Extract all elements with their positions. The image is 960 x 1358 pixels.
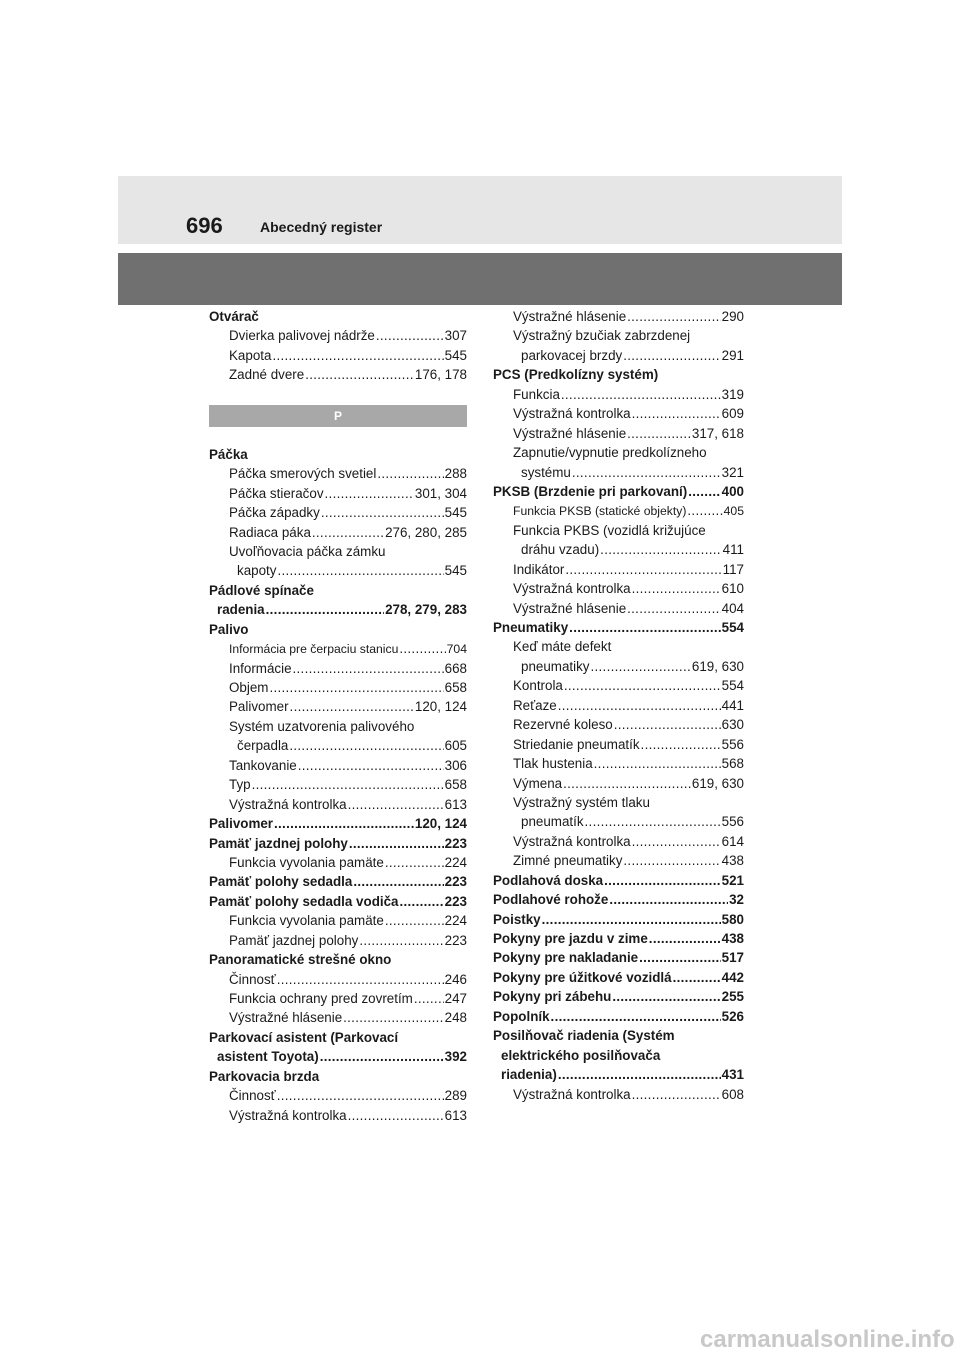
- index-entry-text: Výmena: [513, 775, 563, 791]
- index-page-ref: 317, 618: [691, 425, 744, 441]
- index-subentry: [209, 346, 467, 365]
- index-entry-text: Dvierka palivovej nádrže: [229, 328, 375, 344]
- header-band: [118, 176, 842, 244]
- index-entry-text: Objem: [229, 680, 269, 695]
- index-entry: [493, 987, 744, 1006]
- index-page-ref: 545: [444, 563, 467, 579]
- index-entry: [209, 814, 467, 833]
- index-subentry: [493, 521, 744, 540]
- index-subentry: [493, 540, 744, 559]
- index-entry-text: Parkovací asistent (Parkovací: [209, 1029, 399, 1045]
- index-entry-text: Páčka smerových svetiel: [229, 466, 377, 482]
- index-entry-text: Pamäť polohy sedadla: [209, 874, 353, 890]
- index-subentry: [209, 639, 467, 658]
- index-page-ref: 307: [444, 328, 467, 344]
- index-entry: [493, 618, 744, 637]
- index-entry-text: riadenia): [501, 1067, 557, 1083]
- index-entry-text: Zimné pneumatiky: [513, 853, 623, 869]
- index-entry: [493, 1046, 744, 1065]
- index-entry-text: Páčka: [209, 446, 248, 462]
- index-subentry: [209, 464, 467, 483]
- index-entry-text: Funkcia PKBS (vozidlá križujúce: [513, 522, 706, 538]
- index-subentry: [209, 931, 467, 950]
- index-page-ref: 554: [721, 620, 744, 635]
- index-entry-text: pneumatiky: [521, 658, 590, 674]
- index-page-ref: 614: [721, 833, 744, 849]
- index-subentry: [493, 812, 744, 831]
- dot-leader: [320, 1047, 444, 1066]
- dot-leader: [353, 872, 443, 891]
- index-entry-text: Výstražná kontrolka: [513, 833, 631, 849]
- index-entry-text: Pokyny pri zábehu: [493, 989, 612, 1005]
- section-title: Abecedný register: [260, 219, 383, 235]
- dot-leader: [639, 948, 721, 967]
- index-page-ref: 255: [721, 989, 744, 1005]
- index-entry: [493, 1065, 744, 1084]
- index-subentry: [209, 911, 467, 930]
- index-page-ref: 117: [722, 561, 744, 577]
- index-page-ref: 291: [721, 347, 744, 363]
- index-subentry: [493, 715, 744, 734]
- index-subentry: [493, 385, 744, 404]
- dot-leader: [298, 756, 444, 775]
- index-entry: [209, 1047, 467, 1066]
- index-entry-text: Indikátor: [513, 561, 565, 577]
- dot-leader: [649, 929, 721, 948]
- index-page-ref: 438: [721, 931, 744, 946]
- dot-leader: [305, 365, 414, 384]
- index-entry-text: Palivomer: [229, 699, 289, 715]
- dot-leader: [274, 814, 414, 833]
- index-subentry: [209, 1008, 467, 1027]
- index-entry-text: Radiaca páka: [229, 524, 311, 540]
- dot-leader: [348, 795, 444, 814]
- dot-leader: [414, 989, 444, 1008]
- index-subentry: [493, 754, 744, 773]
- index-subentry: [209, 1086, 467, 1105]
- index-page-ref: 404: [721, 600, 744, 616]
- dot-leader: [321, 503, 444, 522]
- index-subentry: [209, 717, 467, 736]
- index-subentry: [209, 365, 467, 384]
- index-page-ref: 619, 630: [691, 775, 744, 791]
- index-entry-text: systému: [521, 464, 571, 480]
- index-subentry: [209, 503, 467, 522]
- index-subentry: [493, 346, 744, 365]
- dot-leader: [604, 871, 721, 890]
- index-entry-text: Reťaze: [513, 697, 557, 713]
- index-entry: [209, 892, 467, 911]
- dot-leader: [252, 775, 444, 794]
- dot-leader: [376, 326, 444, 345]
- index-entry-text: Funkcia vyvolania pamäte: [229, 913, 384, 929]
- dot-leader: [600, 540, 721, 559]
- index-subentry: [209, 736, 467, 755]
- index-entry-text: Kapota: [229, 347, 272, 363]
- index-entry-text: Palivomer: [209, 816, 274, 832]
- index-page-ref: 431: [721, 1067, 744, 1083]
- index-entry-text: Výstražná kontrolka: [229, 1107, 347, 1123]
- dot-leader: [377, 464, 443, 483]
- index-entry-text: Páčka stieračov: [229, 485, 324, 501]
- index-page-ref: 400: [721, 483, 744, 499]
- index-page-ref: 613: [444, 796, 467, 812]
- index-entry-text: Funkcia PKSB (statické objekty): [513, 504, 687, 519]
- index-page-ref: 658: [444, 777, 467, 793]
- index-entry: [493, 482, 744, 501]
- index-page-ref: 321: [721, 464, 744, 480]
- index-subentry: [493, 696, 744, 715]
- index-entry: [209, 600, 467, 619]
- dot-leader: [590, 657, 690, 676]
- index-entry: [493, 910, 744, 929]
- dot-leader: [542, 910, 721, 929]
- dot-leader: [627, 424, 691, 443]
- index-subentry: [493, 793, 744, 812]
- dot-leader: [399, 892, 443, 911]
- index-page-ref: 224: [444, 854, 467, 870]
- index-entry-text: PKSB (Brzdenie pri parkovaní): [493, 483, 688, 499]
- dot-leader: [612, 987, 720, 1006]
- index-entry-text: Podlahová doska: [493, 872, 604, 888]
- index-page-ref: 704: [446, 642, 467, 657]
- index-subentry: [493, 1085, 744, 1104]
- index-page-ref: 120, 124: [414, 699, 467, 715]
- index-subentry: [493, 676, 744, 695]
- dot-leader: [312, 523, 384, 542]
- index-column-left: [209, 307, 467, 1125]
- index-entry-text: Informácie: [229, 660, 292, 676]
- index-page-ref: 608: [721, 1086, 744, 1102]
- index-subentry: [209, 523, 467, 542]
- dot-leader: [623, 346, 720, 365]
- dot-leader: [349, 834, 444, 853]
- index-entry: [209, 581, 467, 600]
- dot-leader: [293, 659, 444, 678]
- index-subentry: [493, 326, 744, 345]
- index-entry-text: čerpadla: [237, 738, 289, 754]
- index-entry-text: radenia: [217, 602, 265, 618]
- index-entry-text: Výstražná kontrolka: [513, 1086, 631, 1102]
- index-entry: [493, 365, 744, 384]
- index-entry-text: Tlak hustenia: [513, 756, 593, 772]
- dot-leader: [632, 1085, 721, 1104]
- index-entry-text: Činnosť: [229, 971, 276, 987]
- index-page-ref: 545: [444, 505, 467, 521]
- dot-leader: [673, 968, 721, 987]
- index-entry-text: Pamäť jazdnej polohy: [229, 932, 359, 948]
- dot-leader: [632, 832, 721, 851]
- index-column-right: [493, 307, 744, 1104]
- index-entry-text: parkovacej brzdy: [521, 347, 623, 363]
- index-entry-text: Pamäť polohy sedadla vodiča: [209, 893, 399, 909]
- index-entry-text: Funkcia vyvolania pamäte: [229, 854, 384, 870]
- index-page-ref: 306: [444, 757, 467, 773]
- index-entry: [209, 834, 467, 853]
- index-entry: [209, 620, 467, 639]
- index-subentry: [493, 637, 744, 656]
- index-subentry: [209, 989, 467, 1008]
- index-subentry: [209, 756, 467, 775]
- dot-leader: [687, 501, 722, 520]
- index-page-ref: 609: [721, 406, 744, 422]
- index-subentry: [209, 795, 467, 814]
- index-entry-text: Zadné dvere: [229, 367, 305, 383]
- index-subentry: [493, 404, 744, 423]
- dot-leader: [558, 1065, 721, 1084]
- dot-leader: [563, 774, 691, 793]
- index-page-ref: 630: [721, 717, 744, 733]
- index-page-ref: 223: [444, 835, 467, 851]
- dot-leader: [289, 736, 443, 755]
- index-entry-text: Parkovacia brzda: [209, 1068, 320, 1084]
- index-page-ref: 290: [721, 309, 744, 324]
- index-page-ref: 521: [721, 872, 744, 888]
- index-page-ref: 288: [444, 466, 467, 482]
- index-entry-text: Pneumatiky: [493, 620, 569, 635]
- index-page-ref: 556: [721, 736, 744, 752]
- index-entry-text: Otvárač: [209, 309, 259, 324]
- index-entry: [209, 1067, 467, 1086]
- index-page-ref: 517: [721, 950, 744, 966]
- index-entry-text: dráhu vzadu): [521, 542, 600, 558]
- index-entry-text: Popolník: [493, 1008, 550, 1024]
- index-subentry: [493, 579, 744, 598]
- dot-leader: [385, 911, 444, 930]
- page-number: 696: [186, 213, 223, 238]
- index-entry-text: Uvoľňovacia páčka zámku: [229, 543, 386, 559]
- index-page-ref: 223: [444, 893, 467, 909]
- index-entry-text: Rezervné koleso: [513, 717, 613, 733]
- index-entry-text: Informácia pre čerpaciu stanicu: [229, 642, 399, 657]
- index-entry-text: asistent Toyota): [217, 1049, 319, 1065]
- index-subentry: [209, 542, 467, 561]
- index-page-ref: 580: [721, 911, 744, 927]
- index-subentry: [493, 599, 744, 618]
- index-page-ref: 246: [444, 971, 467, 987]
- index-entry-text: Podlahové rohože: [493, 892, 609, 908]
- index-page-ref: 610: [721, 581, 744, 597]
- index-page-ref: 568: [721, 756, 744, 772]
- index-page-ref: 526: [721, 1008, 744, 1024]
- index-subentry: [493, 463, 744, 482]
- index-entry-text: Výstražné hlásenie: [229, 1010, 343, 1026]
- index-entry-text: Pokyny pre jazdu v zime: [493, 931, 648, 946]
- dot-leader: [269, 678, 443, 697]
- index-subentry: [493, 774, 744, 793]
- index-entry-text: Výstražný systém tlaku: [513, 794, 650, 810]
- index-page-ref: 247: [444, 991, 467, 1006]
- index-entry-text: Tankovanie: [229, 757, 297, 773]
- index-entry-text: Výstražné hlásenie: [513, 309, 627, 324]
- dot-leader: [641, 735, 721, 754]
- index-entry-text: Výstražné hlásenie: [513, 425, 627, 441]
- index-page-ref: 438: [721, 853, 744, 869]
- index-subentry: [209, 970, 467, 989]
- index-page-ref: 405: [723, 504, 744, 519]
- index-entry-text: Výstražná kontrolka: [229, 796, 347, 812]
- index-entry-text: Posilňovač riadenia (Systém: [493, 1028, 675, 1044]
- index-entry: [493, 948, 744, 967]
- index-entry-text: Výstražná kontrolka: [513, 581, 631, 597]
- index-page-ref: 668: [444, 660, 467, 676]
- dot-leader: [627, 307, 721, 326]
- index-subentry: [493, 735, 744, 754]
- index-entry-text: Zapnutie/vypnutie predkolízneho: [513, 445, 707, 461]
- index-page-ref: 658: [444, 680, 467, 695]
- dot-leader: [585, 812, 721, 831]
- index-subentry: [493, 424, 744, 443]
- index-entry: [493, 871, 744, 890]
- dot-leader: [266, 600, 384, 619]
- dot-leader: [569, 618, 720, 637]
- index-entry-text: Palivo: [209, 621, 249, 637]
- index-entry-text: Keď máte defekt: [513, 639, 612, 655]
- index-page-ref: 619, 630: [691, 658, 744, 674]
- index-page-ref: 556: [721, 814, 744, 830]
- dot-leader: [623, 851, 720, 870]
- index-page-ref: 441: [721, 697, 744, 713]
- index-entry: [209, 872, 467, 891]
- dot-leader: [609, 890, 728, 909]
- dot-leader: [277, 561, 443, 580]
- dot-leader: [561, 385, 721, 404]
- index-page-ref: 605: [444, 738, 467, 754]
- index-entry-text: Výstražná kontrolka: [513, 406, 631, 422]
- index-subentry: [209, 484, 467, 503]
- dot-leader: [688, 482, 720, 501]
- dot-leader: [348, 1106, 444, 1125]
- index-entry: [209, 307, 467, 326]
- index-entry: [493, 1026, 744, 1045]
- index-subentry: [209, 697, 467, 716]
- index-subentry: [209, 659, 467, 678]
- index-subentry: [209, 678, 467, 697]
- index-entry-text: Funkcia ochrany pred zovretím: [229, 991, 413, 1006]
- index-entry-text: Výstražné hlásenie: [513, 600, 627, 616]
- index-entry-text: PCS (Predkolízny systém): [493, 367, 659, 383]
- index-entry-text: kapoty: [237, 563, 277, 579]
- index-entry-text: Kontrola: [513, 678, 563, 694]
- index-entry-text: Systém uzatvorenia palivového: [229, 718, 415, 734]
- index-entry-text: elektrického posilňovača: [501, 1047, 661, 1063]
- index-page-ref: 545: [444, 347, 467, 363]
- index-entry: [493, 890, 744, 909]
- dot-leader: [385, 853, 444, 872]
- index-page-ref: 301, 304: [414, 485, 467, 501]
- index-entry-text: Páčka západky: [229, 505, 320, 521]
- index-entry-text: Poistky: [493, 911, 541, 927]
- index-entry-text: Výstražný bzučiak zabrzdenej: [513, 328, 691, 344]
- index-page-ref: 176, 178: [414, 367, 467, 383]
- index-page-ref: 248: [444, 1010, 467, 1026]
- index-subentry: [493, 560, 744, 579]
- index-subentry: [493, 832, 744, 851]
- index-entry-text: Pamäť jazdnej polohy: [209, 835, 348, 851]
- index-entry-text: Funkcia: [513, 386, 560, 402]
- index-entry: [209, 445, 467, 464]
- index-page-ref: 442: [721, 969, 744, 985]
- index-page-ref: 32: [729, 892, 744, 908]
- dot-leader: [551, 1007, 721, 1026]
- index-entry: [493, 1007, 744, 1026]
- dot-leader: [632, 579, 721, 598]
- dot-leader: [399, 639, 445, 658]
- dot-leader: [325, 484, 414, 503]
- index-subentry: [209, 853, 467, 872]
- dot-leader: [343, 1008, 444, 1027]
- index-page-ref: 411: [722, 542, 744, 558]
- dot-leader: [594, 754, 721, 773]
- index-entry-text: Činnosť: [229, 1088, 276, 1104]
- dot-leader: [277, 1086, 444, 1105]
- dot-leader: [572, 463, 721, 482]
- index-entry-text: Pokyny pre úžitkové vozidlá: [493, 969, 672, 985]
- index-subentry: [493, 657, 744, 676]
- dot-leader: [565, 560, 721, 579]
- dot-leader: [627, 599, 721, 618]
- index-entry: [209, 1028, 467, 1047]
- index-page-ref: 613: [444, 1107, 467, 1123]
- dot-leader: [277, 970, 444, 989]
- index-entry-text: Pádlové spínače: [209, 582, 314, 598]
- index-page-ref: 289: [444, 1088, 467, 1104]
- dot-leader: [272, 346, 443, 365]
- index-entry-text: Pokyny pre nakladanie: [493, 950, 639, 966]
- index-subentry: [493, 307, 744, 326]
- index-subentry: [209, 326, 467, 345]
- index-subentry: [493, 443, 744, 462]
- dot-leader: [632, 404, 721, 423]
- index-subentry: [209, 1106, 467, 1125]
- dot-leader: [359, 931, 443, 950]
- index-subentry: [209, 775, 467, 794]
- index-entry-text: pneumatík: [521, 814, 584, 830]
- dot-leader: [614, 715, 721, 734]
- dot-leader: [290, 697, 414, 716]
- index-page-ref: 276, 280, 285: [385, 524, 467, 540]
- index-subentry: [493, 851, 744, 870]
- index-entry: [493, 968, 744, 987]
- dot-leader: [558, 696, 721, 715]
- index-page-ref: 554: [721, 678, 744, 694]
- index-page-ref: 319: [721, 386, 744, 402]
- index-page-ref: 392: [444, 1049, 467, 1065]
- index-letter-heading: P: [209, 405, 467, 427]
- index-page-ref: 223: [444, 874, 467, 890]
- index-page-ref: 224: [444, 913, 467, 929]
- index-entry-text: Panoramatické strešné okno: [209, 952, 392, 968]
- index-entry: [493, 929, 744, 948]
- dark-header-band: [118, 253, 842, 305]
- index-page-ref: 223: [444, 932, 467, 948]
- index-entry: [209, 950, 467, 969]
- index-page-ref: 278, 279, 283: [385, 602, 467, 618]
- index-subentry: [209, 561, 467, 580]
- watermark: carmanualsonline.info: [700, 1326, 955, 1353]
- index-subentry: [493, 501, 744, 520]
- index-entry-text: Striedanie pneumatík: [513, 736, 640, 752]
- index-page-ref: 120, 124: [414, 816, 467, 832]
- dot-leader: [564, 676, 721, 695]
- index-entry-text: Typ: [229, 777, 251, 793]
